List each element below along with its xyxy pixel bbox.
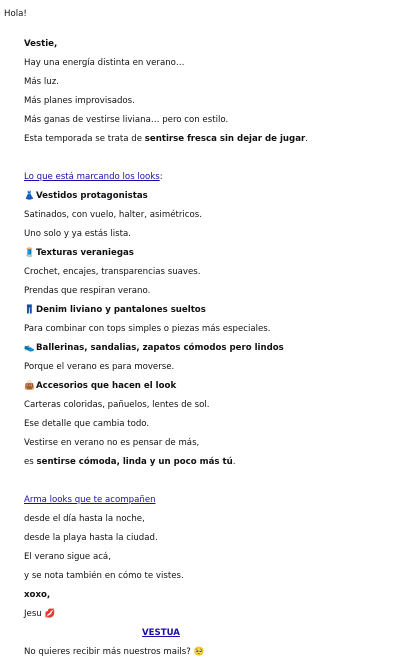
unsubscribe-line[interactable]: No quieres recibir más nuestros mails? 🥺 xyxy=(24,647,205,657)
pleading-face-icon: 🥺 xyxy=(193,647,205,657)
intro-line: Hay una energía distinta en verano… xyxy=(24,58,185,68)
trends-heading: Lo que está marcando los looks: xyxy=(24,172,163,182)
intro-line: Más planes improvisados. xyxy=(24,96,135,106)
signoff: xoxo, xyxy=(24,590,51,600)
closing-line: es sentirse cómoda, linda y un poco más tú. xyxy=(24,457,236,467)
kiss-icon: 💋 xyxy=(44,609,56,619)
intro-line: Más luz. xyxy=(24,77,59,87)
intro-line: Más ganas de vestirse liviana… pero con estilo. xyxy=(24,115,229,125)
trend-line: Carteras coloridas, pañuelos, lentes de sol. xyxy=(24,400,210,410)
trend-title: 👟Ballerinas, sandalias, zapatos cómodos pero lindos xyxy=(24,343,284,353)
signature: Jesu 💋 xyxy=(24,609,56,619)
trend-line: Ese detalle que cambia todo. xyxy=(24,419,150,429)
looks-line: y se nota también en cómo te vistes. xyxy=(24,571,184,581)
trend-line: Crochet, encajes, transparencias suaves. xyxy=(24,267,201,277)
handbag-icon: 👜 xyxy=(24,381,35,391)
brand-link[interactable]: VESTUA xyxy=(142,628,180,638)
trend-line: Vestirse en verano no es pensar de más, xyxy=(24,438,200,448)
looks-heading xyxy=(24,495,156,505)
trend-line: Uno solo y ya estás lista. xyxy=(24,229,131,239)
trend-title: 👜Accesorios que hacen el look xyxy=(24,381,177,391)
looks-line: desde el día hasta la noche, xyxy=(24,514,145,524)
trends-link[interactable]: Lo que está marcando los looks xyxy=(24,172,160,182)
trend-title: 🧵Texturas veraniegas xyxy=(24,248,134,258)
looks-line: El verano sigue acá, xyxy=(24,552,111,562)
shoe-icon: 👟 xyxy=(24,343,35,353)
trend-line: Porque el verano es para moverse. xyxy=(24,362,175,372)
dress-icon: 👗 xyxy=(24,191,35,201)
looks-line: desde la playa hasta la ciudad. xyxy=(24,533,158,543)
looks-link[interactable]: Arma looks que te acompañen xyxy=(24,495,156,505)
salutation: Vestie, xyxy=(24,39,58,49)
greeting: Hola! xyxy=(4,9,27,19)
trend-line: Prendas que respiran verano. xyxy=(24,286,151,296)
trend-title: 👗Vestidos protagonistas xyxy=(24,191,148,201)
thread-icon: 🧵 xyxy=(24,248,35,258)
season-line: Esta temporada se trata de sentirse fresca sin dejar de jugar. xyxy=(24,134,308,144)
jeans-icon: 👖 xyxy=(24,305,35,315)
trend-line: Para combinar con tops simples o piezas más especiales. xyxy=(24,324,271,334)
trend-line: Satinados, con vuelo, halter, asimétricos. xyxy=(24,210,202,220)
trend-title: 👖Denim liviano y pantalones sueltos xyxy=(24,305,206,315)
